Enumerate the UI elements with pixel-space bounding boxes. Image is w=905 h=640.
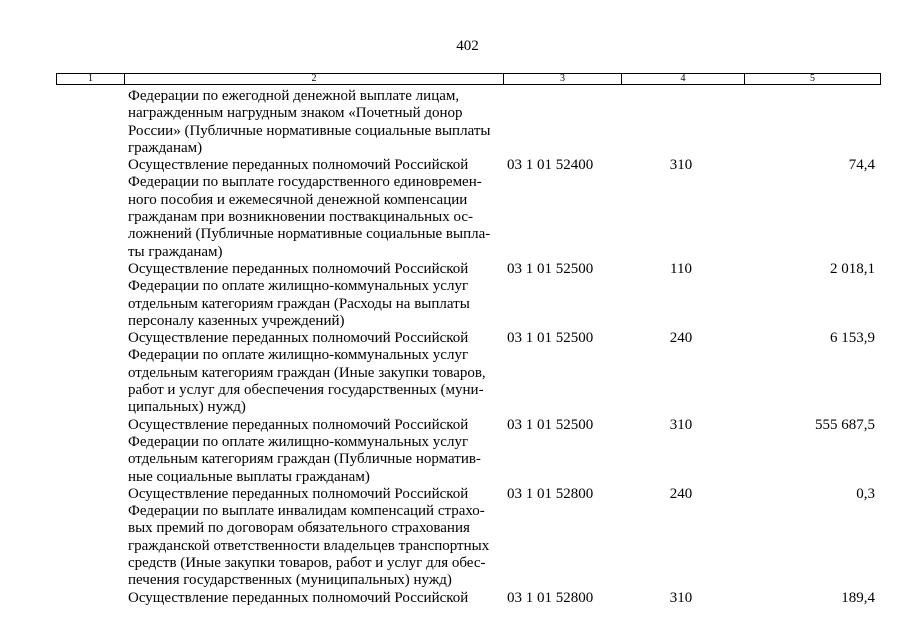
row-description	[128, 88, 500, 157]
column-number-header	[56, 73, 881, 85]
row-description	[128, 261, 500, 330]
column-number-5: 5	[745, 74, 881, 85]
description-line: персоналу казенных учреждений)	[128, 312, 345, 329]
expense-type-code: 310	[669, 157, 693, 174]
description-line: Осуществление переданных полномочий Российской	[128, 485, 469, 502]
description-line: Осуществление переданных полномочий Российской	[128, 330, 469, 347]
description-line: ложнений (Публичные нормативные социальные выпла-	[128, 226, 491, 243]
amount: 74,4	[848, 157, 875, 174]
description-line: Федерации по выплате государственного единовремен-	[128, 174, 482, 191]
table-row	[56, 157, 880, 261]
target-article-code: 03 1 01 52500	[507, 416, 594, 433]
column-number-4: 4	[622, 74, 745, 85]
row-description	[128, 157, 500, 261]
description-line: отдельным категориям граждан (Иные закупки товаров,	[128, 364, 486, 381]
description-line: ные социальные выплаты гражданам)	[128, 468, 370, 485]
expense-type-code: 310	[669, 589, 693, 606]
description-line: средств (Иные закупки товаров, работ и услуг для обес-	[128, 555, 486, 572]
expense-type-code: 240	[669, 485, 693, 502]
amount: 555 687,5	[815, 416, 875, 433]
description-line: награжденным нагрудным знаком «Почетный донор	[128, 105, 463, 122]
description-line: Федерации по оплате жилищно-коммунальных услуг	[128, 347, 469, 364]
description-line: отдельным категориям граждан (Расходы на выплаты	[128, 295, 470, 312]
description-line: Осуществление переданных полномочий Российской	[128, 589, 469, 606]
target-article-code: 03 1 01 52800	[507, 589, 594, 606]
description-line: Федерации по оплате жилищно-коммунальных услуг	[128, 278, 469, 295]
table-row	[56, 486, 880, 590]
target-article-code: 03 1 01 52500	[507, 330, 594, 347]
table-row	[56, 88, 880, 157]
row-description	[128, 417, 500, 486]
amount: 2 018,1	[830, 260, 875, 277]
description-line: Федерации по оплате жилищно-коммунальных услуг	[128, 433, 469, 450]
table-row	[56, 330, 880, 416]
row-description	[128, 590, 500, 607]
target-article-code: 03 1 01 52500	[507, 260, 594, 277]
description-line: Федерации по выплате инвалидам компенсаций страхо-	[128, 503, 485, 520]
description-line: Федерации по ежегодной денежной выплате лицам,	[128, 88, 460, 104]
table-row	[56, 590, 880, 607]
row-description	[128, 330, 500, 416]
description-line: ного пособия и ежемесячной денежной компенсации	[128, 191, 468, 208]
amount: 189,4	[841, 589, 875, 606]
description-line: ципальных) нужд)	[128, 399, 246, 416]
column-number-1: 1	[57, 74, 125, 85]
amount: 0,3	[856, 485, 875, 502]
expense-type-code: 240	[669, 330, 693, 347]
column-number-3: 3	[504, 74, 622, 85]
description-line: вых премий по договорам обязательного страхования	[128, 520, 470, 537]
budget-table-body	[56, 88, 880, 607]
description-line: Осуществление переданных полномочий Российской	[128, 260, 469, 277]
description-line: гражданской ответственности владельцев транспортных	[128, 537, 490, 554]
table-row	[56, 417, 880, 486]
description-line: России» (Публичные нормативные социальные выплаты	[128, 122, 491, 139]
table-row	[56, 261, 880, 330]
description-line: печения государственных (муниципальных) нужд)	[128, 572, 452, 589]
target-article-code: 03 1 01 52400	[507, 157, 594, 174]
description-line: гражданам)	[128, 139, 203, 156]
page-number: 402	[456, 38, 479, 54]
target-article-code: 03 1 01 52800	[507, 485, 594, 502]
expense-type-code: 310	[669, 416, 693, 433]
amount: 6 153,9	[830, 330, 875, 347]
description-line: отдельным категориям граждан (Публичные норматив-	[128, 451, 481, 468]
description-line: Осуществление переданных полномочий Российской	[128, 157, 469, 174]
description-line: работ и услуг для обеспечения государственных (муни-	[128, 382, 484, 399]
description-line: Осуществление переданных полномочий Российской	[128, 416, 469, 433]
description-line: гражданам при возникновении поствакцинальных ос-	[128, 209, 473, 226]
row-description	[128, 486, 500, 590]
expense-type-code: 110	[670, 260, 692, 277]
description-line: ты гражданам)	[128, 243, 223, 260]
column-number-2: 2	[125, 74, 504, 85]
